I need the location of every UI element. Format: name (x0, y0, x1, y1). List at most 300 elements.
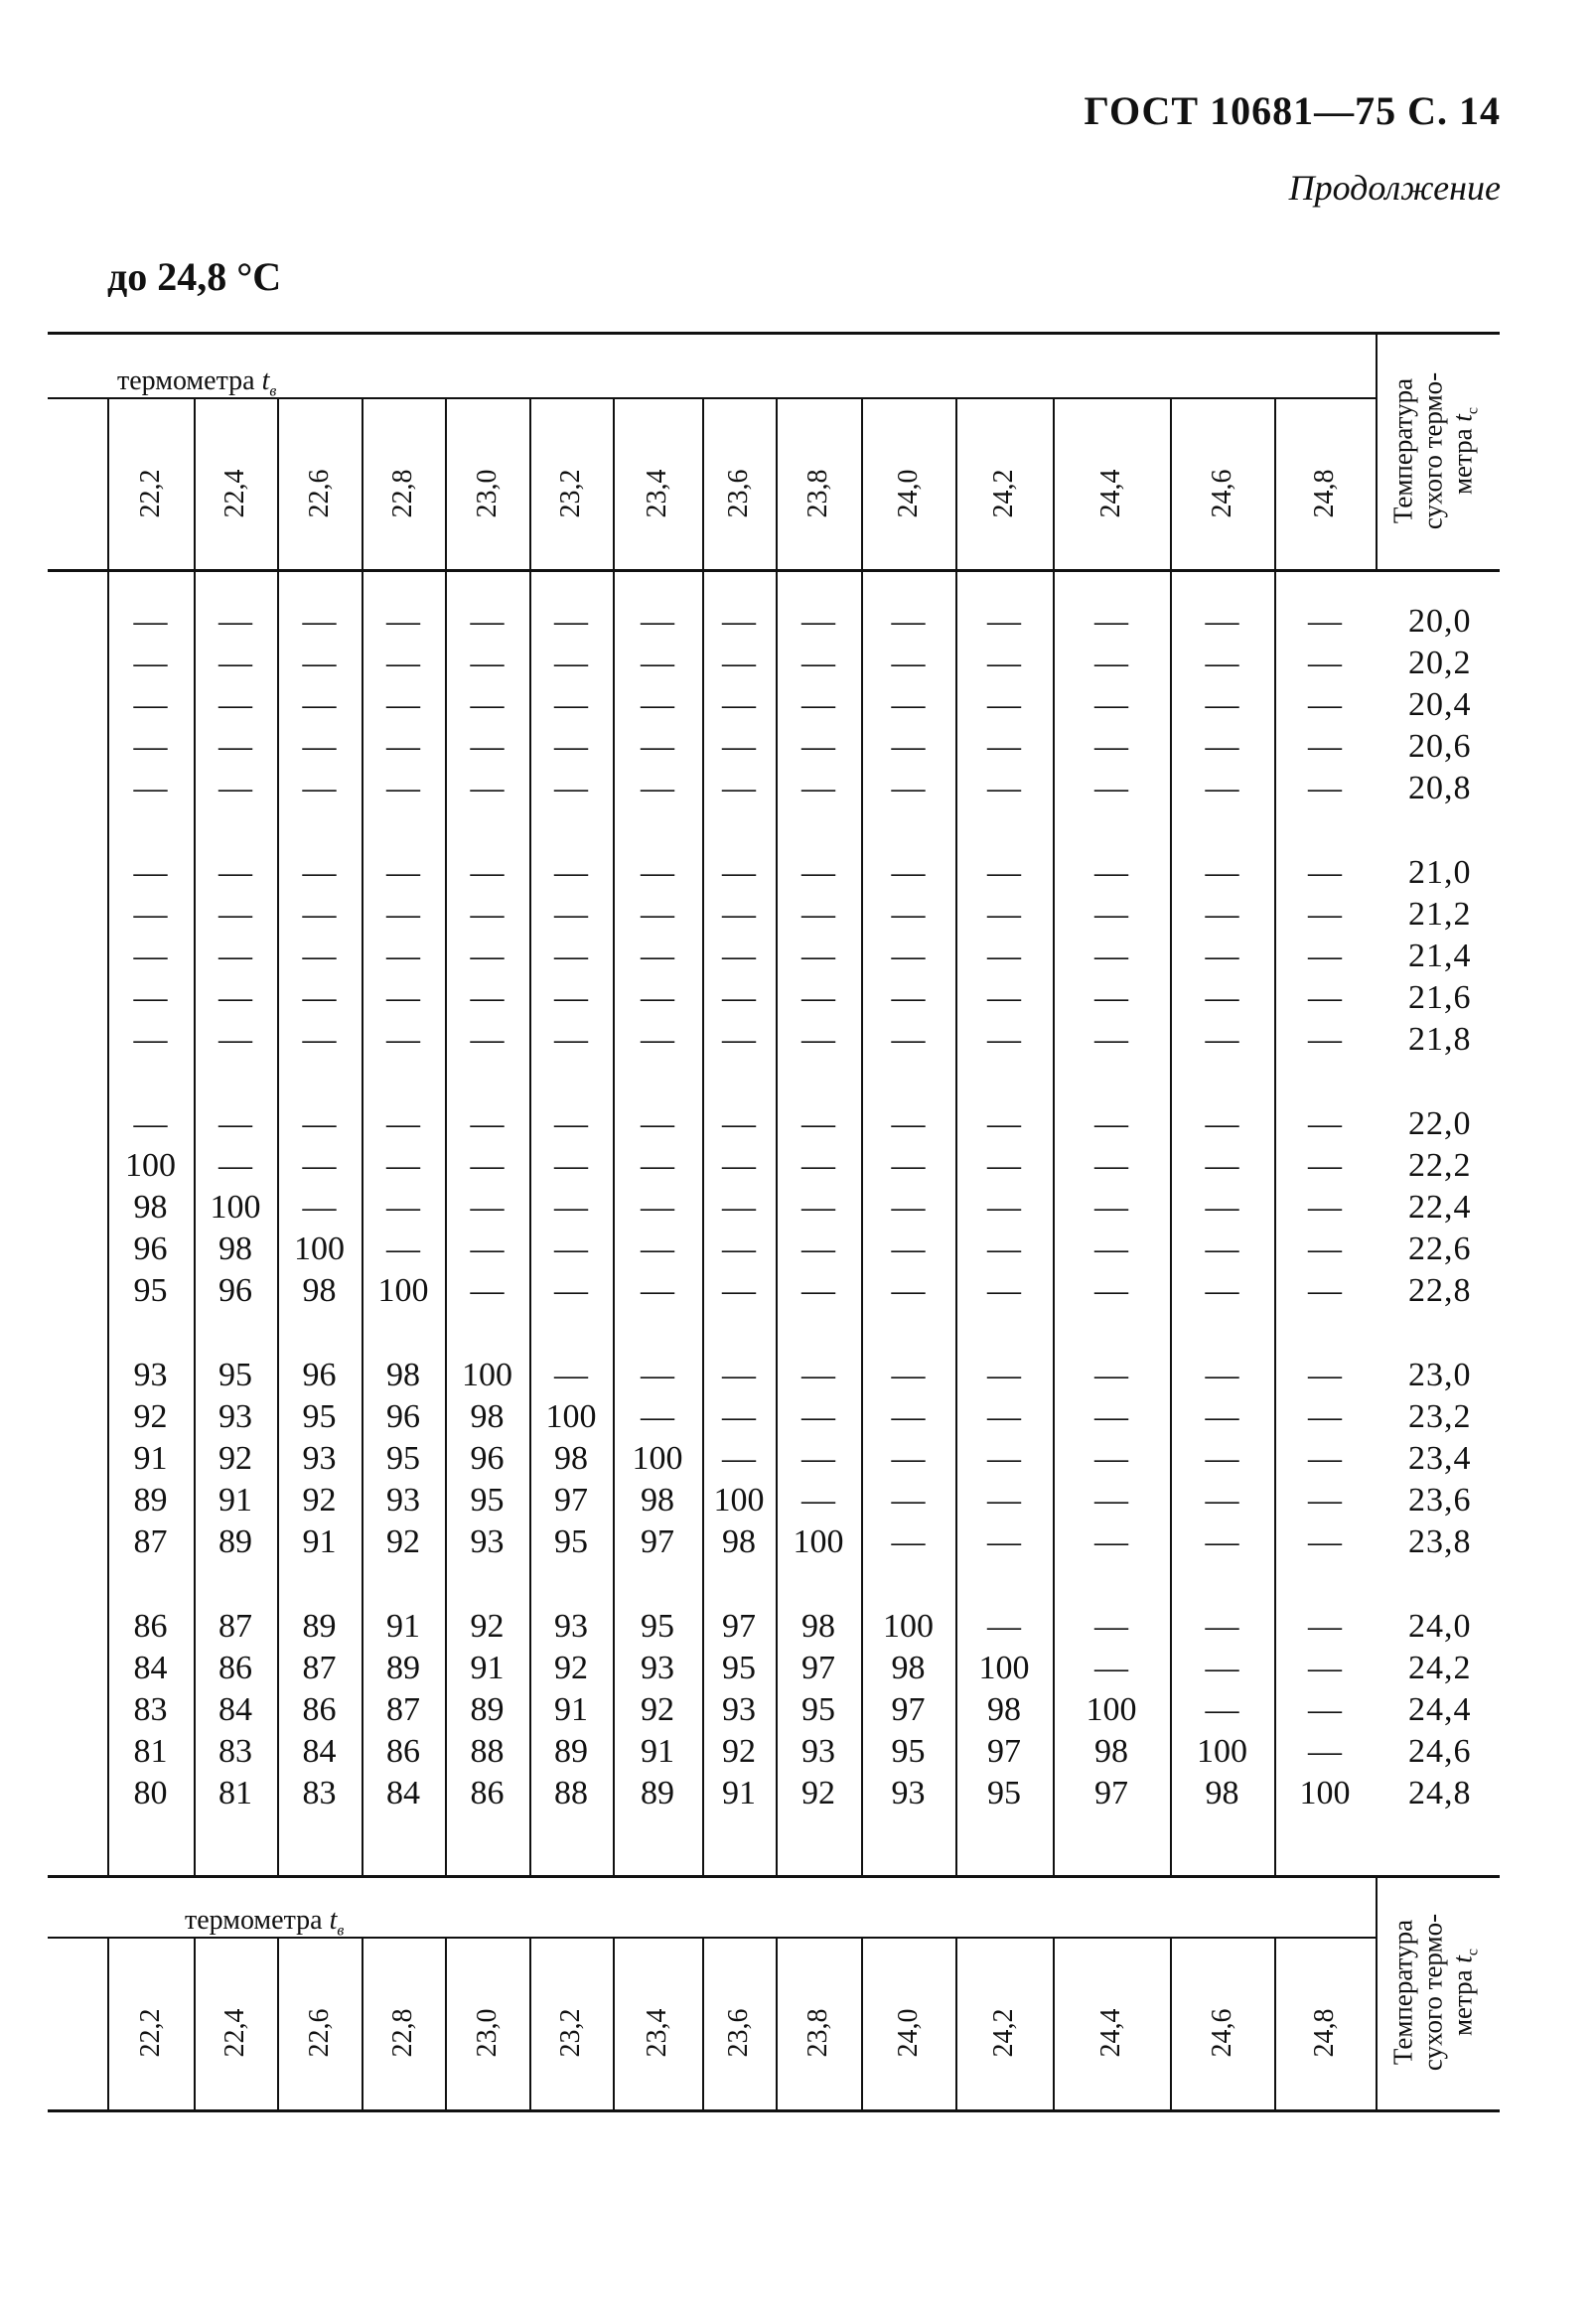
empty-cell: — (386, 1189, 420, 1227)
empty-cell: — (641, 1398, 674, 1436)
empty-cell: — (554, 603, 588, 640)
empty-cell: — (801, 1147, 835, 1185)
empty-cell: — (891, 1440, 926, 1478)
empty-cell: — (891, 1523, 926, 1561)
empty-cell: — (987, 1440, 1021, 1478)
empty-cell: — (218, 645, 252, 682)
humidity-value: 84 (302, 1733, 337, 1771)
empty-cell: — (1308, 1230, 1342, 1268)
empty-cell: — (1094, 1189, 1128, 1227)
humidity-value: 98 (722, 1523, 756, 1561)
humidity-value: 95 (554, 1523, 588, 1561)
empty-cell: — (641, 728, 674, 766)
empty-cell: — (1205, 1691, 1239, 1729)
column-header-label: 23,4 (642, 469, 672, 517)
humidity-value: 98 (386, 1357, 420, 1393)
humidity-value: 97 (987, 1733, 1021, 1771)
humidity-value: 91 (554, 1691, 588, 1729)
column-rule (955, 569, 957, 1875)
column-rule (1170, 397, 1172, 569)
humidity-value: 91 (722, 1775, 756, 1812)
empty-cell: — (386, 1021, 420, 1059)
empty-cell: — (891, 1230, 926, 1268)
empty-cell: — (1094, 770, 1128, 807)
humidity-value: 96 (218, 1272, 252, 1310)
empty-cell: — (386, 645, 420, 682)
empty-cell: — (1094, 1272, 1128, 1310)
rule-line (48, 2109, 1500, 2112)
empty-cell: — (1308, 603, 1342, 640)
empty-cell: — (133, 979, 168, 1017)
empty-cell: — (722, 1272, 756, 1310)
dry-temp-value: 23,4 (1408, 1440, 1472, 1478)
humidity-value: 93 (133, 1357, 168, 1393)
empty-cell: — (987, 1608, 1021, 1645)
empty-cell: — (891, 896, 926, 934)
empty-cell: — (1308, 979, 1342, 1017)
humidity-value: 100 (793, 1523, 844, 1561)
empty-cell: — (722, 1440, 756, 1478)
empty-cell: — (891, 1272, 926, 1310)
column-rule (613, 397, 615, 569)
empty-cell: — (891, 603, 926, 640)
column-rule (861, 1937, 863, 2109)
column-header-label: 24,6 (1206, 469, 1237, 517)
empty-cell: — (801, 1105, 835, 1142)
dry-temp-value: 22,0 (1408, 1105, 1472, 1142)
humidity-value: 93 (801, 1733, 835, 1771)
empty-cell: — (891, 1482, 926, 1520)
empty-cell: — (1308, 1482, 1342, 1520)
humidity-value: 86 (386, 1733, 420, 1771)
empty-cell: — (470, 1230, 505, 1268)
empty-cell: — (554, 770, 588, 807)
empty-cell: — (554, 1272, 588, 1310)
empty-cell: — (801, 770, 835, 807)
empty-cell: — (554, 1189, 588, 1227)
empty-cell: — (386, 603, 420, 640)
column-rule (277, 397, 279, 569)
side-header-line: Температура (1386, 377, 1417, 523)
empty-cell: — (641, 1357, 674, 1393)
column-rule (776, 397, 778, 569)
empty-cell: — (987, 938, 1021, 975)
column-rule (529, 1937, 531, 2109)
empty-cell: — (554, 1147, 588, 1185)
side-header-line: метра $t_c$ (1446, 406, 1482, 495)
humidity-value: 89 (218, 1523, 252, 1561)
empty-cell: — (1094, 603, 1128, 640)
empty-cell: — (641, 686, 674, 724)
empty-cell: — (1094, 938, 1128, 975)
humidity-value: 84 (218, 1691, 252, 1729)
humidity-value: 93 (554, 1608, 588, 1645)
column-rule (362, 1937, 363, 2109)
humidity-value: 97 (801, 1650, 835, 1687)
empty-cell: — (1308, 1650, 1342, 1687)
empty-cell: — (987, 979, 1021, 1017)
empty-cell: — (641, 645, 674, 682)
empty-cell: — (987, 728, 1021, 766)
dry-temp-value: 24,2 (1408, 1650, 1472, 1687)
empty-cell: — (801, 645, 835, 682)
empty-cell: — (722, 1147, 756, 1185)
empty-cell: — (722, 896, 756, 934)
empty-cell: — (302, 1021, 337, 1059)
humidity-value: 91 (302, 1523, 337, 1561)
empty-cell: — (987, 770, 1021, 807)
column-header-label: 22,8 (387, 469, 418, 517)
empty-cell: — (1308, 770, 1342, 807)
column-header-label: 22,4 (219, 2008, 250, 2058)
humidity-value: 93 (470, 1523, 505, 1561)
empty-cell: — (1308, 1105, 1342, 1142)
side-header-subscript: c (1464, 1948, 1482, 1956)
humidity-value: 95 (987, 1775, 1021, 1812)
empty-cell: — (1205, 1398, 1239, 1436)
empty-cell: — (1308, 1189, 1342, 1227)
empty-cell: — (987, 1482, 1021, 1520)
empty-cell: — (801, 1482, 835, 1520)
empty-cell: — (722, 645, 756, 682)
empty-cell: — (722, 603, 756, 640)
empty-cell: — (1205, 938, 1239, 975)
empty-cell: — (641, 1105, 674, 1142)
empty-cell: — (133, 645, 168, 682)
empty-cell: — (1205, 603, 1239, 640)
empty-cell: — (554, 896, 588, 934)
empty-cell: — (218, 896, 252, 934)
empty-cell: — (218, 770, 252, 807)
empty-cell: — (302, 938, 337, 975)
column-rule (955, 397, 957, 569)
humidity-value: 93 (891, 1775, 926, 1812)
column-header-label: 23,0 (471, 2008, 503, 2058)
humidity-value: 93 (641, 1650, 674, 1687)
empty-cell: — (1205, 896, 1239, 934)
empty-cell: — (218, 1021, 252, 1059)
humidity-value: 95 (133, 1272, 168, 1310)
empty-cell: — (470, 1105, 505, 1142)
empty-cell: — (987, 1230, 1021, 1268)
humidity-value: 95 (891, 1733, 926, 1771)
empty-cell: — (801, 1021, 835, 1059)
empty-cell: — (722, 1398, 756, 1436)
humidity-value: 95 (470, 1482, 505, 1520)
empty-cell: — (1094, 854, 1128, 891)
column-header-label: 23,4 (642, 2008, 672, 2058)
dry-temp-value: 23,2 (1408, 1398, 1472, 1436)
empty-cell: — (218, 854, 252, 891)
humidity-value: 93 (722, 1691, 756, 1729)
column-rule (1274, 397, 1276, 569)
dry-temp-value: 21,2 (1408, 896, 1472, 934)
humidity-value: 84 (133, 1650, 168, 1687)
humidity-value: 98 (801, 1608, 835, 1645)
group-header-text: термометра (117, 365, 262, 396)
column-rule (776, 569, 778, 1875)
empty-cell: — (1094, 728, 1128, 766)
humidity-value: 93 (386, 1482, 420, 1520)
side-header-line: Температура (1386, 1919, 1417, 2066)
empty-cell: — (1308, 1523, 1342, 1561)
humidity-value: 100 (1086, 1691, 1137, 1729)
humidity-value: 86 (302, 1691, 337, 1729)
empty-cell: — (641, 603, 674, 640)
column-rule (702, 397, 704, 569)
column-rule (1170, 569, 1172, 1875)
empty-cell: — (1094, 1650, 1128, 1687)
empty-cell: — (1094, 1482, 1128, 1520)
dry-temp-value: 22,8 (1408, 1272, 1472, 1310)
dry-temp-value: 23,8 (1408, 1523, 1472, 1561)
column-header-label: 24,2 (988, 469, 1019, 517)
humidity-value: 98 (218, 1230, 252, 1268)
dry-temp-value: 24,6 (1408, 1733, 1472, 1771)
side-header-subscript: c (1464, 406, 1482, 414)
humidity-value: 95 (218, 1357, 252, 1393)
column-rule (776, 1937, 778, 2109)
empty-cell: — (470, 645, 505, 682)
humidity-value: 89 (302, 1608, 337, 1645)
empty-cell: — (218, 1105, 252, 1142)
humidity-value: 97 (554, 1482, 588, 1520)
column-header-label: 23,0 (471, 469, 503, 517)
column-header-label: 22,6 (303, 2008, 335, 2058)
empty-cell: — (987, 854, 1021, 891)
dry-temp-value: 22,6 (1408, 1230, 1472, 1268)
humidity-value: 86 (133, 1608, 168, 1645)
humidity-value: 91 (470, 1650, 505, 1687)
empty-cell: — (891, 1189, 926, 1227)
empty-cell: — (891, 854, 926, 891)
humidity-value: 88 (470, 1733, 505, 1771)
rule-line (48, 1875, 1500, 1878)
column-rule (613, 1937, 615, 2109)
column-rule (702, 1937, 704, 2109)
empty-cell: — (1308, 938, 1342, 975)
empty-cell: — (722, 728, 756, 766)
humidity-value: 92 (386, 1523, 420, 1561)
humidity-value: 88 (554, 1775, 588, 1812)
empty-cell: — (801, 728, 835, 766)
empty-cell: — (218, 728, 252, 766)
empty-cell: — (133, 603, 168, 640)
group-header-subscript: в (269, 382, 277, 400)
humidity-value: 95 (641, 1608, 674, 1645)
humidity-value: 96 (470, 1440, 505, 1478)
empty-cell: — (1205, 1523, 1239, 1561)
empty-cell: — (386, 728, 420, 766)
empty-cell: — (891, 686, 926, 724)
empty-cell: — (987, 603, 1021, 640)
group-header-subscript: в (337, 1922, 345, 1940)
column-rule (529, 569, 531, 1875)
side-header-symbol: t (1446, 1955, 1477, 1963)
empty-cell: — (1308, 1147, 1342, 1185)
column-rule (1170, 1937, 1172, 2109)
humidity-value: 92 (470, 1608, 505, 1645)
empty-cell: — (386, 979, 420, 1017)
column-rule (1053, 569, 1055, 1875)
empty-cell: — (218, 686, 252, 724)
humidity-value: 91 (386, 1608, 420, 1645)
dry-temp-value: 23,6 (1408, 1482, 1472, 1520)
empty-cell: — (1308, 1398, 1342, 1436)
humidity-value: 100 (210, 1189, 261, 1227)
empty-cell: — (1308, 1608, 1342, 1645)
empty-cell: — (987, 896, 1021, 934)
empty-cell: — (801, 603, 835, 640)
empty-cell: — (891, 938, 926, 975)
column-header-label: 23,2 (555, 469, 586, 517)
empty-cell: — (722, 686, 756, 724)
humidity-value: 95 (386, 1440, 420, 1478)
side-header-line: метра $t_c$ (1446, 1948, 1482, 2037)
humidity-value: 95 (801, 1691, 835, 1729)
humidity-value: 91 (218, 1482, 252, 1520)
dry-temp-value: 24,4 (1408, 1691, 1472, 1729)
humidity-value: 89 (554, 1733, 588, 1771)
empty-cell: — (1094, 979, 1128, 1017)
humidity-value: 100 (125, 1147, 176, 1185)
humidity-value: 92 (641, 1691, 674, 1729)
humidity-value: 80 (133, 1775, 168, 1812)
empty-cell: — (386, 770, 420, 807)
humidity-value: 98 (302, 1272, 337, 1310)
empty-cell: — (1205, 645, 1239, 682)
dry-temp-value: 20,8 (1408, 770, 1472, 807)
empty-cell: — (1094, 1523, 1128, 1561)
empty-cell: — (470, 1021, 505, 1059)
empty-cell: — (386, 1105, 420, 1142)
empty-cell: — (641, 1272, 674, 1310)
empty-cell: — (641, 896, 674, 934)
empty-cell: — (470, 1272, 505, 1310)
empty-cell: — (470, 686, 505, 724)
column-rule (362, 569, 363, 1875)
empty-cell: — (722, 979, 756, 1017)
empty-cell: — (641, 770, 674, 807)
empty-cell: — (470, 854, 505, 891)
humidity-value: 92 (801, 1775, 835, 1812)
empty-cell: — (218, 603, 252, 640)
humidity-value: 97 (641, 1523, 674, 1561)
dry-temp-value: 22,4 (1408, 1189, 1472, 1227)
empty-cell: — (891, 645, 926, 682)
empty-cell: — (987, 1147, 1021, 1185)
humidity-value: 98 (641, 1482, 674, 1520)
empty-cell: — (554, 686, 588, 724)
column-rule (613, 569, 615, 1875)
empty-cell: — (987, 1272, 1021, 1310)
group-header-symbol: t (261, 365, 270, 396)
humidity-value: 100 (883, 1608, 934, 1645)
empty-cell: — (1205, 1230, 1239, 1268)
column-header-label: 23,2 (555, 2008, 586, 2058)
empty-cell: — (987, 1105, 1021, 1142)
empty-cell: — (987, 686, 1021, 724)
empty-cell: — (1308, 645, 1342, 682)
empty-cell: — (891, 979, 926, 1017)
empty-cell: — (987, 1523, 1021, 1561)
empty-cell: — (641, 854, 674, 891)
humidity-value: 100 (377, 1272, 429, 1310)
humidity-value: 95 (302, 1398, 337, 1436)
empty-cell: — (1094, 1398, 1128, 1436)
empty-cell: — (1205, 1482, 1239, 1520)
empty-cell: — (1205, 979, 1239, 1017)
column-header-label: 23,8 (802, 469, 833, 517)
humidity-value: 89 (641, 1775, 674, 1812)
humidity-value: 89 (386, 1650, 420, 1687)
group-header-symbol: t (329, 1905, 338, 1936)
humidity-value: 100 (1299, 1775, 1351, 1812)
empty-cell: — (1205, 1440, 1239, 1478)
humidity-value: 81 (218, 1775, 252, 1812)
humidity-value: 98 (1094, 1733, 1128, 1771)
dry-temp-value: 21,0 (1408, 854, 1472, 891)
side-header-line: сухого термо- (1416, 371, 1447, 529)
empty-cell: — (801, 1189, 835, 1227)
empty-cell: — (1308, 1440, 1342, 1478)
empty-cell: — (1205, 1021, 1239, 1059)
empty-cell: — (1094, 1105, 1128, 1142)
empty-cell: — (1308, 1733, 1342, 1771)
column-header-label: 23,6 (723, 2008, 754, 2058)
humidity-value: 98 (891, 1650, 926, 1687)
empty-cell: — (133, 770, 168, 807)
empty-cell: — (801, 979, 835, 1017)
humidity-value: 91 (133, 1440, 168, 1478)
column-rule (445, 397, 447, 569)
humidity-value: 98 (470, 1398, 505, 1436)
empty-cell: — (722, 854, 756, 891)
empty-cell: — (801, 1272, 835, 1310)
humidity-value: 98 (987, 1691, 1021, 1729)
empty-cell: — (1205, 1189, 1239, 1227)
column-header-label: 23,6 (723, 469, 754, 517)
empty-cell: — (386, 938, 420, 975)
empty-cell: — (133, 1105, 168, 1142)
empty-cell: — (1094, 1230, 1128, 1268)
empty-cell: — (1205, 1650, 1239, 1687)
empty-cell: — (1308, 854, 1342, 891)
humidity-value: 92 (133, 1398, 168, 1436)
humidity-value: 91 (641, 1733, 674, 1771)
dry-temp-value: 20,0 (1408, 603, 1472, 640)
humidity-value: 83 (133, 1691, 168, 1729)
column-rule (362, 397, 363, 569)
column-header-label: 24,4 (1095, 469, 1126, 517)
group-header (117, 365, 276, 401)
empty-cell: — (470, 603, 505, 640)
humidity-value: 89 (470, 1691, 505, 1729)
humidity-value: 87 (302, 1650, 337, 1687)
humidity-value: 97 (722, 1608, 756, 1645)
column-header-label: 22,2 (134, 2008, 166, 2058)
empty-cell: — (1094, 896, 1128, 934)
humidity-value: 92 (218, 1440, 252, 1478)
empty-cell: — (1308, 1691, 1342, 1729)
column-rule (955, 1937, 957, 2109)
humidity-value: 87 (386, 1691, 420, 1729)
humidity-value: 83 (218, 1733, 252, 1771)
empty-cell: — (470, 1147, 505, 1185)
empty-cell: — (641, 1147, 674, 1185)
humidity-value: 86 (470, 1775, 505, 1812)
empty-cell: — (1205, 1608, 1239, 1645)
